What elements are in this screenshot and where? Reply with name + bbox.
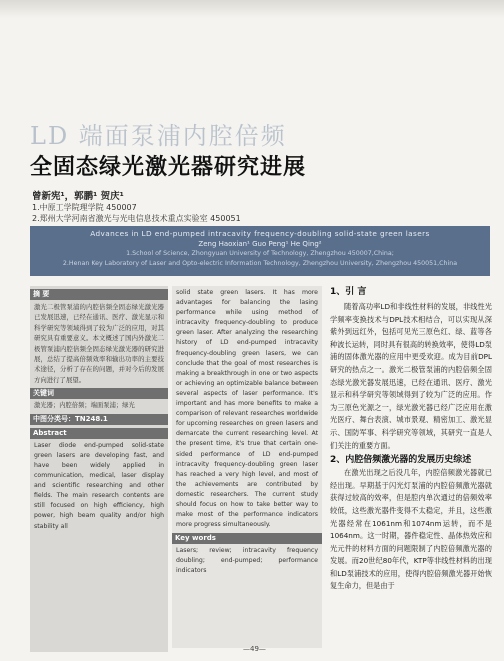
abstract-box bbox=[30, 286, 168, 652]
section-1-heading: 1、引 言 bbox=[330, 287, 367, 297]
authors: 曾新宪¹，郭鹏¹ 贺庆¹ bbox=[32, 191, 124, 202]
abstract-chinese: 激光二极管泵浦的内腔倍频全固态绿光激光器已发展迅速，已经在通讯、医疗、激光显示和科学研究等领域得到了较为广泛的应用，对其研究具有重要意义。本文概述了国内外激光二极管泵浦内腔倍频全固态绿光激光器的研究进展，总结了提高倍频效率和输出功率的主要技术途径，分析了存在的问题，并对今后的发展方向进行了展望。 bbox=[34, 303, 164, 384]
english-title: Advances in LD end-pumped intracavity frequency-doubling solid-state green lasers bbox=[90, 229, 430, 238]
abstract-english-body: solid state green lasers. It has more advantages for balancing the lasing performance while using method of intracavity frequency-doubling to produce green laser. After analyzing the researching history of LD end-pumped intracavity frequency-doubling green lasers, we can conclude that the goal of most researches is making a breakthrough in one or two aspects or achieving an optimizable balance between several aspects of laser performance. It's important and has more benefits to make a comparison of relevant researches worldwide for upcoming researches on green lasers and demarcate the current researching level. At the present time, it's true that certain one-sided performance of LD end-pumped intracavity frequency-doubling green laser has reached a very high level, and most of the achievements are contributed by domestic researchers. The current study should focus on how to take better way to make most of the performance indicators more progress simultaneously. bbox=[176, 289, 318, 529]
abstract-english-start: Laser diode end-pumped solid-state green lasers are developing fast, and have been widely applied in communication, medical, laser display and scientific researching and other fields. The main research contents are still focused on high efficiency, high power, high beam quality and/or high stability all bbox=[34, 441, 164, 530]
section-1-body: 随着高功率LD和非线性材料的发展，非线性光学频率变换技术与DPL技术相结合，可以实现从深紫外到远红外，包括可见光三原色红、绿、蓝等各种波长运转，同时具有很高的转换效率，使得LD泵浦的固体激光器的应用中更受欢迎。成为目前DPL研究的热点之一。激光二极管泵浦的内腔倍频全固态绿光激光器发展迅速，已经在通讯、医疗、激光显示和科学研究等领域得到了较为广泛的应用。作为三原色光源之一，绿光激光器已经广泛应用在激光医疗、舞台表演、城市景观、精密加工、激光显示、国防军事、科学研究等领域，其研究一直是人们关注的重要方面。 bbox=[330, 302, 492, 450]
abstract-label: 摘 要 bbox=[30, 289, 168, 300]
page-number: —49— bbox=[243, 645, 266, 653]
introduction-column bbox=[330, 286, 492, 648]
key-words-label: Key words bbox=[172, 533, 322, 544]
key-words-english: Lasers; review; intracavity frequency doubling; end-pumped; performance indicators bbox=[176, 547, 318, 575]
main-title: 全固态绿光激光器研究进展 bbox=[30, 155, 307, 180]
affiliation-1: 1.中原工学院理学院 450007 bbox=[32, 203, 137, 212]
english-authors: Zeng Haoxian¹ Guo Peng¹ He Qing² bbox=[198, 240, 322, 248]
section-2-heading: 2、内腔倍频激光器的发展历史综述 bbox=[330, 455, 472, 466]
abstract-en-label: Abstract bbox=[30, 428, 168, 439]
abstract-english-continued bbox=[172, 286, 322, 648]
top-decorative-band bbox=[0, 0, 504, 18]
series-title: LD 端面泵浦内腔倍频 bbox=[30, 122, 287, 150]
keywords-chinese: 激光器；内腔倍频；端面泵浦；绿光 bbox=[34, 402, 135, 410]
affiliation-2: 2.郑州大学河南省激光与光电信息技术重点实验室 450051 bbox=[32, 214, 241, 223]
clc-label: 中图分类号：TN248.1 bbox=[30, 414, 168, 425]
keywords-label: 关键词 bbox=[30, 388, 168, 399]
english-title-banner bbox=[30, 226, 490, 276]
section-2-body: 在激光出现之后没几年，内腔倍频激光器就已经出现。早期基于闪光灯泵浦的内腔倍频激光器就获得过较高的效率，但是腔内单次通过的倍频效率较低，这些激光器件变得不太稳定，并且，这些激光器经常在1061nm和1074nm运转，而不是1064nm。这一时期，器件稳定性、晶体热效应和光元件的材料方面的问题限制了内腔倍频激光器的发展。而20世纪80年代，KTP等非线性材料的出现和LD泵浦技术的应用，使得内腔倍频激光器开始恢复生命力，但是由于 bbox=[330, 468, 492, 591]
english-affiliation-1: 1.School of Science, Zhongyuan University of Technology, Zhengzhou 450007,China; bbox=[126, 250, 394, 257]
english-affiliation-2: 2.Henan Key Laboratory of Laser and Opto-electric Information Technology, Zhengzhou University, Zhengzhou 450051,China bbox=[62, 259, 458, 267]
